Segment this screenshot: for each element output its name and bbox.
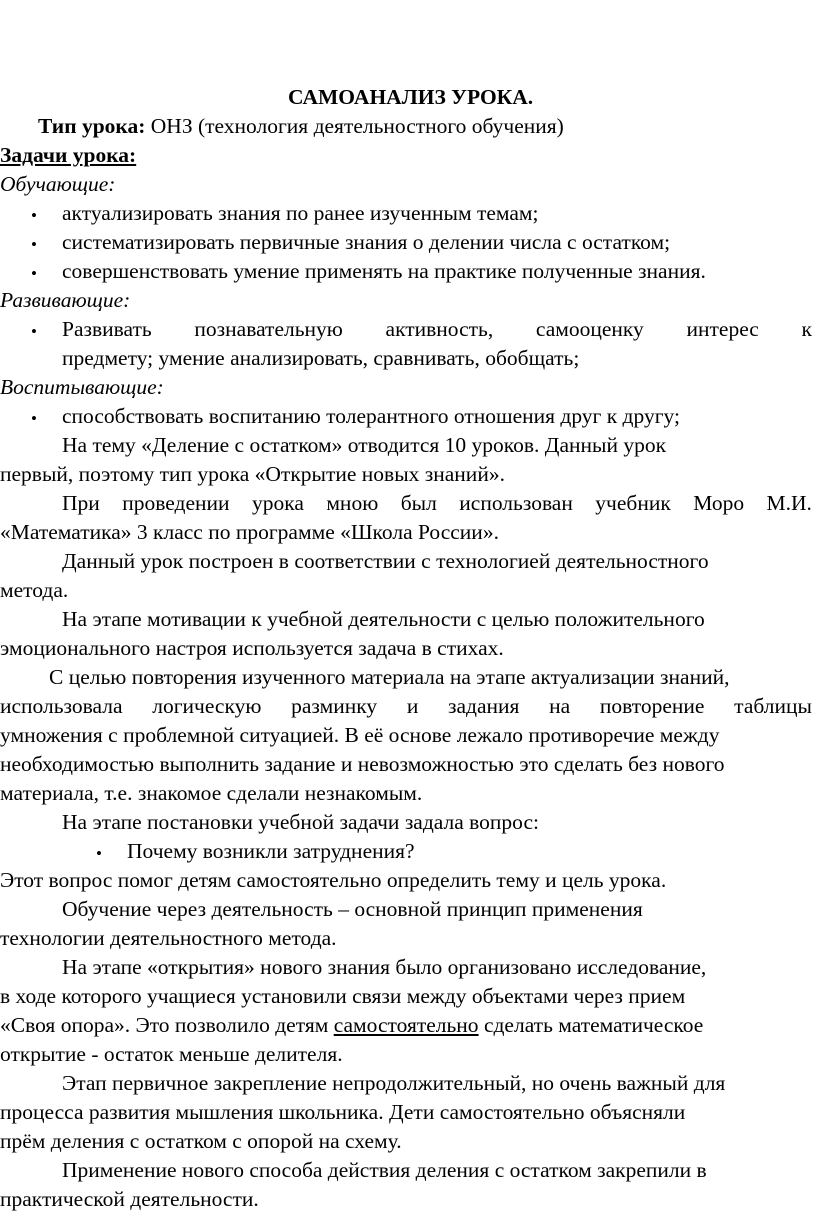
word: повторение xyxy=(599,694,705,718)
bullet-icon: • xyxy=(31,264,37,283)
paragraph-line: Обучение через деятельность – основной принцип применения xyxy=(62,897,643,921)
word: урока xyxy=(251,491,304,515)
word: Развивать xyxy=(62,317,152,341)
lesson-type-line xyxy=(38,116,564,138)
paragraph-line: На тему «Деление с остатком» отводится 10 уроков. Данный урок xyxy=(62,433,667,457)
word: М.И. xyxy=(766,491,812,515)
word: интерес xyxy=(686,317,759,341)
lesson-type-label: Тип урока: xyxy=(38,114,146,138)
paragraph-line: умножения с проблемной ситуацией. В её основе лежало противоречие между xyxy=(0,723,720,747)
paragraph-line: эмоционального настроя используется задача в стихах. xyxy=(0,636,504,660)
paragraph-line: метода. xyxy=(0,578,69,602)
paragraph-line xyxy=(62,493,812,515)
question-item: Почему возникли затруднения? xyxy=(127,839,415,863)
developing-item-line xyxy=(62,319,812,341)
word: учебник xyxy=(595,491,671,515)
lesson-type-value: ОНЗ (технология деятельностного обучения) xyxy=(145,114,564,138)
paragraph-line: технологии деятельностного метода. xyxy=(0,926,337,950)
bullet-icon: • xyxy=(96,844,102,863)
bullet-icon: • xyxy=(31,409,37,428)
word: к xyxy=(801,317,812,341)
word: использовала xyxy=(0,694,123,718)
word: на xyxy=(549,694,571,718)
word: активность, xyxy=(385,317,494,341)
bullet-icon: • xyxy=(31,235,37,254)
paragraph-line: практической деятельности. xyxy=(0,1187,259,1211)
word: задания xyxy=(448,694,520,718)
word: познавательную xyxy=(194,317,343,341)
upbringing-heading: Воспитывающие: xyxy=(0,375,164,399)
bullet-icon: • xyxy=(31,322,37,341)
word: Моро xyxy=(693,491,745,515)
paragraph-line xyxy=(0,1015,703,1037)
educational-item: совершенствовать умение применять на практике полученные знания. xyxy=(62,259,706,283)
word: использован xyxy=(459,491,573,515)
paragraph-line: материала, т.е. знакомое сделали незнакомым. xyxy=(0,781,423,805)
paragraph-line: в ходе которого учащиеся установили связи между объектами через прием xyxy=(0,984,686,1008)
educational-item: актуализировать знания по ранее изученным темам; xyxy=(62,201,539,225)
paragraph-line: открытие - остаток меньше делителя. xyxy=(0,1042,343,1066)
developing-heading: Развивающие: xyxy=(0,288,131,312)
paragraph-line: «Математика» 3 класс по программе «Школа России». xyxy=(0,520,499,544)
paragraph-line: прём деления с остатком с опорой на схему. xyxy=(0,1129,402,1153)
word: проведении xyxy=(122,491,230,515)
educational-item: систематизировать первичные знания о делении числа с остатком; xyxy=(62,230,671,254)
paragraph-line: процесса развития мышления школьника. Дети самостоятельно объясняли xyxy=(0,1100,686,1124)
paragraph-line: необходимостью выполнить задание и невозможностью это сделать без нового xyxy=(0,752,725,776)
paragraph-line: На этапе мотивации к учебной деятельности с целью положительного xyxy=(62,607,705,631)
upbringing-item: способствовать воспитанию толерантного отношения друг к другу; xyxy=(62,404,680,428)
text-run: сделать математическое xyxy=(478,1013,704,1037)
paragraph-line: Этап первичное закрепление непродолжительный, но очень важный для xyxy=(62,1071,726,1095)
paragraph-line: Данный урок построен в соответствии с технологией деятельностного xyxy=(62,549,709,573)
developing-item-line: предмету; умение анализировать, сравнивать, обобщать; xyxy=(62,346,580,370)
word: и xyxy=(406,694,419,718)
word: логическую xyxy=(152,694,262,718)
paragraph-line xyxy=(0,696,812,718)
paragraph-line: На этапе постановки учебной задачи задала вопрос: xyxy=(62,810,539,834)
word: При xyxy=(62,491,100,515)
word: был xyxy=(400,491,437,515)
educational-heading: Обучающие: xyxy=(0,172,116,196)
tasks-heading: Задачи урока: xyxy=(0,143,137,167)
paragraph-line: Этот вопрос помог детям самостоятельно определить тему и цель урока. xyxy=(0,868,667,892)
paragraph-line: первый, поэтому тип урока «Открытие новых знаний». xyxy=(0,462,505,486)
underlined-word: самостоятельно xyxy=(333,1013,479,1037)
word: самооценку xyxy=(535,317,644,341)
word: мною xyxy=(326,491,379,515)
text-run: «Своя опора». Это позволило детям xyxy=(0,1013,334,1037)
page-title: САМОАНАЛИЗ УРОКА. xyxy=(288,85,534,109)
paragraph-line: На этапе «открытия» нового знания было организовано исследование, xyxy=(62,955,707,979)
word: разминку xyxy=(291,694,378,718)
word: таблицы xyxy=(734,694,812,718)
paragraph-line: С целью повторения изученного материала на этапе актуализации знаний, xyxy=(49,665,730,689)
paragraph-line: Применение нового способа действия деления с остатком закрепили в xyxy=(62,1158,707,1182)
bullet-icon: • xyxy=(31,206,37,225)
